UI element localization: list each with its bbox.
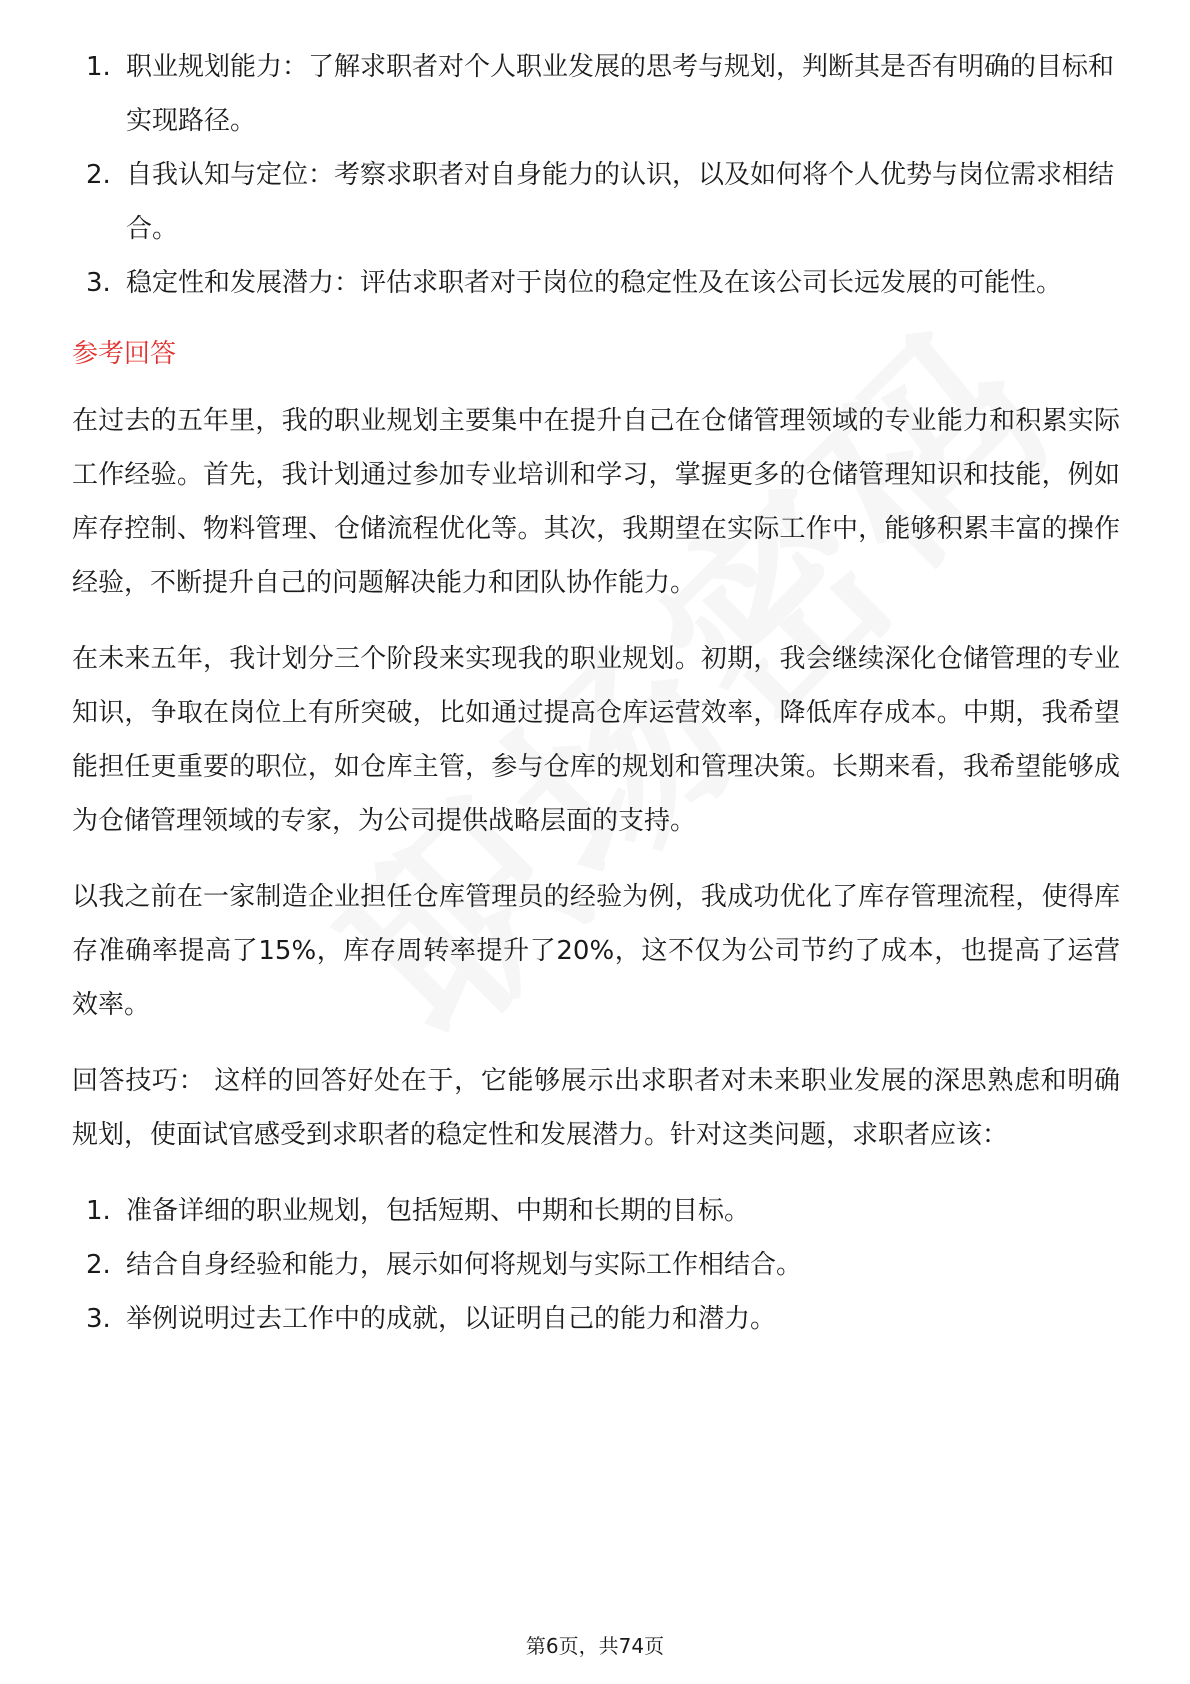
list-item (72, 256, 1120, 310)
list-number: 1. (86, 52, 111, 82)
answer-paragraph: 在未来五年，我计划分三个阶段来实现我的职业规划。初期，我会继续深化仓储管理的专业知识，争取在岗位上有所突破，比如通过提高仓库运营效率，降低库存成本。中期，我希望能担任更重要的职位，如仓库主管，参与仓库的规划和管理决策。长期来看，我希望能够成为仓储管理领域的专家，为公司提供战略层面的支持。 (72, 644, 1120, 836)
list-number: 1. (86, 1196, 111, 1226)
list-item-text: 准备详细的职业规划，包括短期、中期和长期的目标。 (126, 1196, 751, 1226)
list-item-text: 结合自身经验和能力，展示如何将规划与实际工作相结合。 (126, 1250, 803, 1280)
list-number: 2. (86, 160, 111, 190)
list-item-text: 自我认知与定位：考察求职者对自身能力的认识，以及如何将个人优势与岗位需求相结合。 (126, 160, 1115, 244)
list-item-text: 稳定性和发展潜力：评估求职者对于岗位的稳定性及在该公司长远发展的可能性。 (126, 268, 1063, 298)
page-content (72, 40, 1120, 1346)
list-item (72, 40, 1120, 148)
list-number: 3. (86, 268, 111, 298)
list-item-text: 举例说明过去工作中的成就，以证明自己的能力和潜力。 (126, 1304, 777, 1334)
page-number-footer: 第6页，共74页 (525, 1634, 665, 1658)
evaluation-points-list (72, 40, 1120, 310)
tips-list (72, 1184, 1120, 1346)
section-title-reference-answer: 参考回答 (72, 339, 177, 369)
answer-paragraph: 在过去的五年里，我的职业规划主要集中在提升自己在仓储管理领域的专业能力和积累实际工作经验。首先，我计划通过参加专业培训和学习，掌握更多的仓储管理知识和技能，例如库存控制、物料管理、仓储流程优化等。其次，我期望在实际工作中，能够积累丰富的操作经验，不断提升自己的问题解决能力和团队协作能力。 (72, 406, 1120, 598)
list-item (72, 1184, 1120, 1238)
answer-paragraph: 以我之前在一家制造企业担任仓库管理员的经验为例，我成功优化了库存管理流程，使得库存准确率提高了15%，库存周转率提升了20%，这不仅为公司节约了成本，也提高了运营效率。 (72, 882, 1120, 1020)
list-number: 2. (86, 1250, 111, 1280)
list-item (72, 1238, 1120, 1292)
answer-tips-paragraph: 回答技巧： 这样的回答好处在于，它能够展示出求职者对未来职业发展的深思熟虑和明确规划，使面试官感受到求职者的稳定性和发展潜力。针对这类问题，求职者应该： (72, 1066, 1120, 1150)
list-item (72, 1292, 1120, 1346)
list-number: 3. (86, 1304, 111, 1334)
list-item (72, 148, 1120, 256)
list-item-text: 职业规划能力：了解求职者对个人职业发展的思考与规划，判断其是否有明确的目标和实现路径。 (126, 52, 1115, 136)
